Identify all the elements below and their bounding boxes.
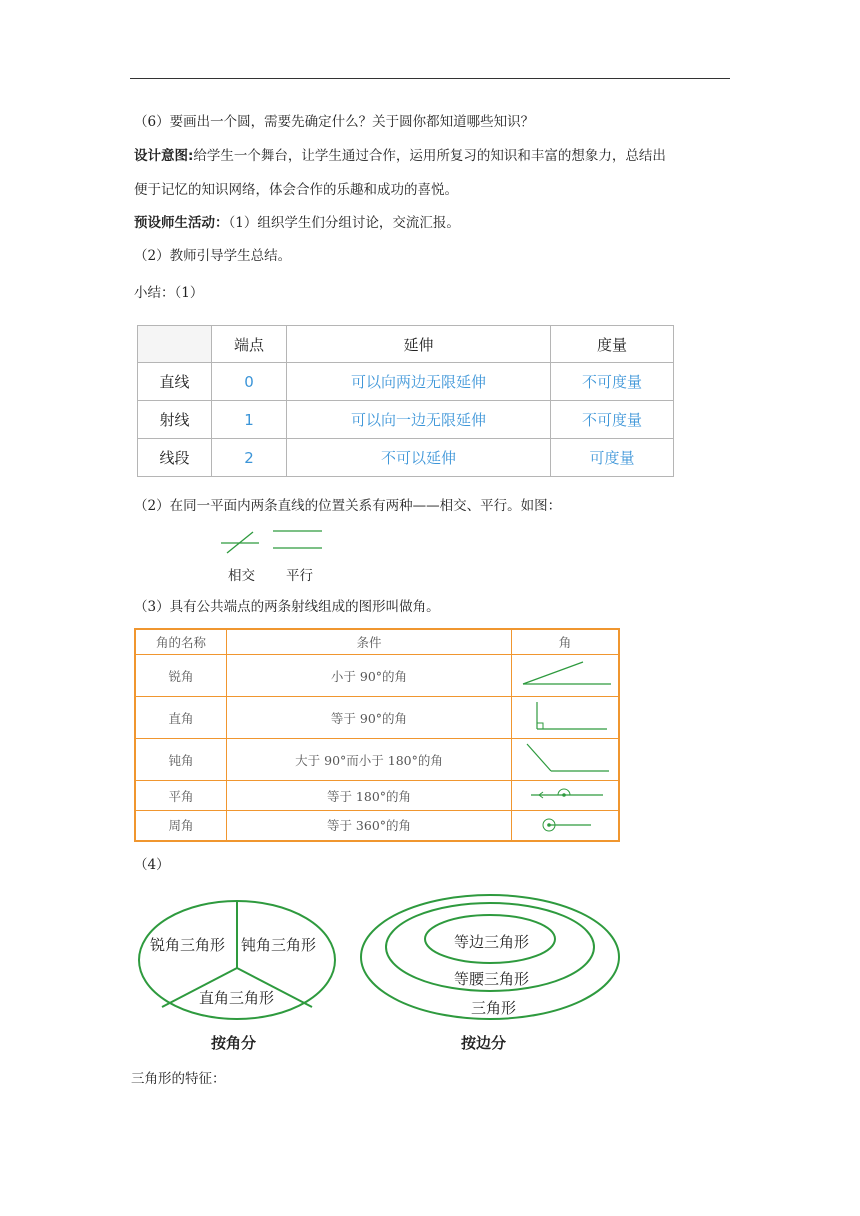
- row-measure: 不可度量: [551, 401, 674, 439]
- straight-angle-icon: [515, 782, 615, 806]
- row-extend: 不可以延伸: [287, 439, 551, 477]
- step-2: （2）教师引导学生总结。: [134, 248, 292, 264]
- obtuse-angle-cell: [512, 739, 620, 781]
- angle-name: 锐角: [135, 655, 227, 697]
- table-row: [138, 439, 674, 477]
- table-row: [135, 697, 619, 739]
- triangle-features: 三角形的特征：: [131, 1071, 226, 1087]
- angle-name: 直角: [135, 697, 227, 739]
- angle-condition: 大于 90°而小于 180°的角: [227, 739, 512, 781]
- header-extend: 延伸: [287, 326, 551, 363]
- paragraph-2: （2）在同一平面内两条直线的位置关系有两种——相交、平行。如图：: [134, 498, 562, 514]
- line-types-table: [137, 325, 674, 477]
- paragraph-3: （3）具有公共端点的两条射线组成的图形叫做角。: [134, 599, 440, 615]
- intersect-label: 相交: [228, 568, 255, 584]
- table-row: [135, 811, 619, 841]
- by-side-caption: 按边分: [461, 1034, 507, 1052]
- header-rule: [130, 78, 730, 79]
- obtuse-triangle-label: 钝角三角形: [241, 936, 317, 954]
- table-row: [135, 739, 619, 781]
- header-condition: 条件: [227, 629, 512, 655]
- design-intent-label: 设计意图:: [134, 148, 194, 164]
- angle-name: 平角: [135, 781, 227, 811]
- design-intent-continued: 便于记忆的知识网络，体会合作的乐趣和成功的喜悦。: [134, 182, 458, 198]
- design-intent-text: 给学生一个舞台，让学生通过合作，运用所复习的知识和丰富的想象力，总结出: [193, 148, 666, 164]
- full-angle-icon: [515, 812, 615, 836]
- angle-condition: 等于 180°的角: [227, 781, 512, 811]
- design-intent: [134, 146, 666, 166]
- angle-name: 周角: [135, 811, 227, 841]
- preset-activity-label: 预设师生活动：: [134, 215, 229, 231]
- row-name: 直线: [138, 363, 212, 401]
- equilateral-triangle-label: 等边三角形: [454, 933, 530, 951]
- parallel-label: 平行: [286, 568, 313, 584]
- table-header-row: [138, 326, 674, 363]
- row-measure: 可度量: [551, 439, 674, 477]
- row-name: 线段: [138, 439, 212, 477]
- table-row: [138, 401, 674, 439]
- full-angle-cell: [512, 811, 620, 841]
- straight-angle-cell: [512, 781, 620, 811]
- row-extend: 可以向一边无限延伸: [287, 401, 551, 439]
- table-row: [135, 781, 619, 811]
- paragraph-4: （4）: [134, 857, 170, 873]
- by-angle-caption: 按角分: [211, 1034, 257, 1052]
- preset-activity-text: （1）组织学生们分组讨论，交流汇报。: [228, 215, 460, 231]
- row-extend: 可以向两边无限延伸: [287, 363, 551, 401]
- table-header-row: [135, 629, 619, 655]
- angle-types-table: [134, 628, 620, 842]
- header-angle: 角: [512, 629, 620, 655]
- right-angle-icon: [515, 698, 615, 734]
- line-relation-figure: [215, 525, 335, 555]
- right-triangle-label: 直角三角形: [199, 989, 275, 1007]
- row-measure: 不可度量: [551, 363, 674, 401]
- row-endpoints: 1: [212, 401, 287, 439]
- preset-activity: [134, 213, 460, 233]
- table-row: [135, 655, 619, 697]
- summary-heading: 小结：（1）: [134, 285, 204, 301]
- header-angle-name: 角的名称: [135, 629, 227, 655]
- header-measure: 度量: [551, 326, 674, 363]
- acute-angle-cell: [512, 655, 620, 697]
- isosceles-triangle-label: 等腰三角形: [454, 970, 530, 988]
- angle-name: 钝角: [135, 739, 227, 781]
- right-angle-cell: [512, 697, 620, 739]
- question-6: （6）要画出一个圆，需要先确定什么？关于圆你都知道哪些知识？: [134, 114, 535, 130]
- triangle-label: 三角形: [471, 999, 517, 1017]
- acute-angle-icon: [515, 657, 615, 691]
- table-row: [138, 363, 674, 401]
- acute-triangle-label: 锐角三角形: [150, 936, 226, 954]
- row-endpoints: 0: [212, 363, 287, 401]
- angle-condition: 等于 360°的角: [227, 811, 512, 841]
- obtuse-angle-icon: [515, 740, 615, 776]
- header-endpoints: 端点: [212, 326, 287, 363]
- row-name: 射线: [138, 401, 212, 439]
- angle-condition: 小于 90°的角: [227, 655, 512, 697]
- table-corner-cell: [138, 326, 212, 363]
- row-endpoints: 2: [212, 439, 287, 477]
- angle-condition: 等于 90°的角: [227, 697, 512, 739]
